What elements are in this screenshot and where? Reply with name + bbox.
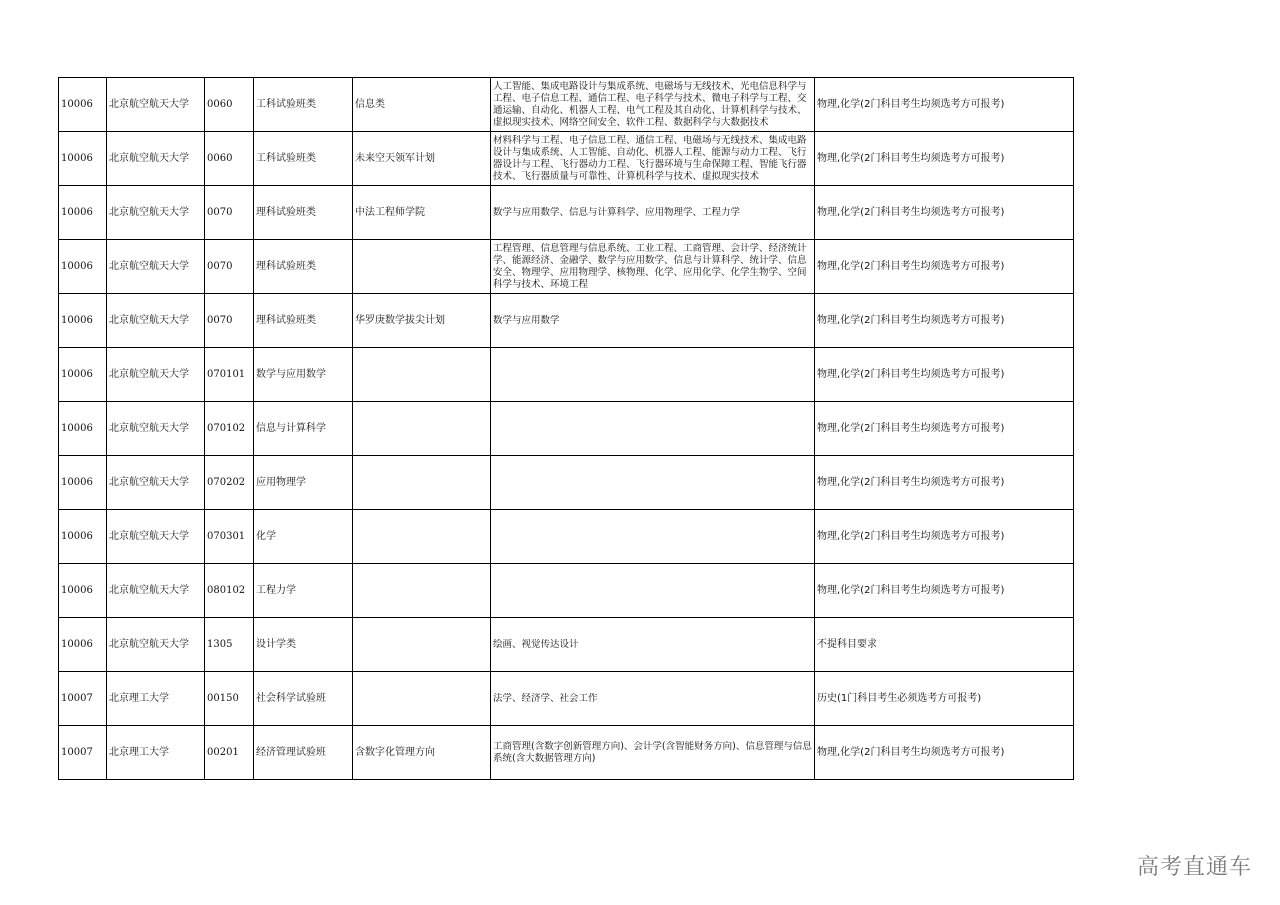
major-code-cell: 0060 [205, 78, 254, 132]
school-code-cell: 10007 [59, 726, 107, 780]
school-code-cell: 10006 [59, 240, 107, 294]
school-code-cell: 10006 [59, 564, 107, 618]
included-majors-cell: 工程管理、信息管理与信息系统、工业工程、工商管理、会计学、经济统计学、能源经济、金融学、数学与应用数学、信息与计算科学、统计学、信息安全、物理学、应用物理学、核物理、化学、应用化学、化学生物学、空间科学与技术、环境工程 [491, 240, 815, 294]
school-name-cell: 北京理工大学 [107, 726, 205, 780]
subject-requirement-cell: 不提科目要求 [815, 618, 1074, 672]
major-name-cell: 理科试验班类 [254, 240, 353, 294]
school-code-cell: 10006 [59, 618, 107, 672]
included-majors-cell: 法学、经济学、社会工作 [491, 672, 815, 726]
major-name-cell: 应用物理学 [254, 456, 353, 510]
school-code-cell: 10006 [59, 456, 107, 510]
major-code-cell: 080102 [205, 564, 254, 618]
subject-requirement-cell: 物理,化学(2门科目考生均须选考方可报考) [815, 348, 1074, 402]
table-row [59, 672, 1074, 726]
major-code-cell: 070301 [205, 510, 254, 564]
major-code-cell: 070102 [205, 402, 254, 456]
subject-requirement-cell: 物理,化学(2门科目考生均须选考方可报考) [815, 510, 1074, 564]
remark-cell [353, 510, 491, 564]
school-code-cell: 10007 [59, 672, 107, 726]
remark-cell [353, 564, 491, 618]
table-row [59, 456, 1074, 510]
included-majors-cell: 人工智能、集成电路设计与集成系统、电磁场与无线技术、光电信息科学与工程、电子信息工程、通信工程、电子科学与技术、微电子科学与工程、交通运输、自动化、机器人工程、电气工程及其自动化、计算机科学与技术、虚拟现实技术、网络空间安全、软件工程、数据科学与大数据技术 [491, 78, 815, 132]
school-code-cell: 10006 [59, 294, 107, 348]
subject-requirement-cell: 物理,化学(2门科目考生均须选考方可报考) [815, 132, 1074, 186]
major-code-cell: 00201 [205, 726, 254, 780]
major-name-cell: 设计学类 [254, 618, 353, 672]
school-name-cell: 北京航空航天大学 [107, 186, 205, 240]
school-name-cell: 北京理工大学 [107, 672, 205, 726]
school-name-cell: 北京航空航天大学 [107, 510, 205, 564]
school-name-cell: 北京航空航天大学 [107, 78, 205, 132]
included-majors-cell [491, 564, 815, 618]
subject-requirement-cell: 物理,化学(2门科目考生均须选考方可报考) [815, 240, 1074, 294]
major-name-cell: 社会科学试验班 [254, 672, 353, 726]
major-code-cell: 00150 [205, 672, 254, 726]
table-row [59, 348, 1074, 402]
subject-requirement-cell: 物理,化学(2门科目考生均须选考方可报考) [815, 456, 1074, 510]
included-majors-cell [491, 456, 815, 510]
major-name-cell: 经济管理试验班 [254, 726, 353, 780]
major-code-cell: 0070 [205, 240, 254, 294]
included-majors-cell [491, 402, 815, 456]
table-row [59, 240, 1074, 294]
included-majors-cell: 绘画、视觉传达设计 [491, 618, 815, 672]
major-name-cell: 工科试验班类 [254, 132, 353, 186]
included-majors-cell [491, 510, 815, 564]
subject-requirement-cell: 物理,化学(2门科目考生均须选考方可报考) [815, 78, 1074, 132]
major-code-cell: 0070 [205, 186, 254, 240]
major-code-cell: 070101 [205, 348, 254, 402]
included-majors-cell: 数学与应用数学 [491, 294, 815, 348]
major-name-cell: 化学 [254, 510, 353, 564]
remark-cell: 信息类 [353, 78, 491, 132]
subject-requirement-cell: 物理,化学(2门科目考生均须选考方可报考) [815, 294, 1074, 348]
watermark-text: 高考直通车 [1136, 855, 1252, 880]
table-row [59, 510, 1074, 564]
subject-requirement-cell: 物理,化学(2门科目考生均须选考方可报考) [815, 402, 1074, 456]
school-name-cell: 北京航空航天大学 [107, 402, 205, 456]
subject-requirement-cell: 物理,化学(2门科目考生均须选考方可报考) [815, 186, 1074, 240]
school-name-cell: 北京航空航天大学 [107, 294, 205, 348]
included-majors-cell [491, 348, 815, 402]
remark-cell: 中法工程师学院 [353, 186, 491, 240]
school-name-cell: 北京航空航天大学 [107, 618, 205, 672]
major-name-cell: 工程力学 [254, 564, 353, 618]
remark-cell [353, 402, 491, 456]
subject-requirement-cell: 物理,化学(2门科目考生均须选考方可报考) [815, 726, 1074, 780]
major-code-cell: 1305 [205, 618, 254, 672]
table-row [59, 186, 1074, 240]
admission-subject-table [58, 77, 1074, 780]
table-row [59, 564, 1074, 618]
school-code-cell: 10006 [59, 78, 107, 132]
table-row [59, 294, 1074, 348]
school-name-cell: 北京航空航天大学 [107, 348, 205, 402]
table-row [59, 132, 1074, 186]
major-name-cell: 工科试验班类 [254, 78, 353, 132]
included-majors-cell: 工商管理(含数字创新管理方向)、会计学(含智能财务方向)、信息管理与信息系统(含大数据管理方向) [491, 726, 815, 780]
remark-cell [353, 456, 491, 510]
school-name-cell: 北京航空航天大学 [107, 240, 205, 294]
school-name-cell: 北京航空航天大学 [107, 132, 205, 186]
major-name-cell: 信息与计算科学 [254, 402, 353, 456]
remark-cell [353, 348, 491, 402]
table-row [59, 78, 1074, 132]
school-code-cell: 10006 [59, 348, 107, 402]
major-name-cell: 数学与应用数学 [254, 348, 353, 402]
school-code-cell: 10006 [59, 510, 107, 564]
major-code-cell: 0070 [205, 294, 254, 348]
school-code-cell: 10006 [59, 132, 107, 186]
table-row [59, 726, 1074, 780]
major-name-cell: 理科试验班类 [254, 186, 353, 240]
included-majors-cell: 材料科学与工程、电子信息工程、通信工程、电磁场与无线技术、集成电路设计与集成系统、人工智能、自动化、机器人工程、能源与动力工程、飞行器设计与工程、飞行器动力工程、飞行器环境与生命保障工程、智能飞行器技术、飞行器质量与可靠性、计算机科学与技术、虚拟现实技术 [491, 132, 815, 186]
remark-cell: 华罗庚数学拔尖计划 [353, 294, 491, 348]
table-row [59, 402, 1074, 456]
subject-requirement-cell: 物理,化学(2门科目考生均须选考方可报考) [815, 564, 1074, 618]
school-name-cell: 北京航空航天大学 [107, 564, 205, 618]
remark-cell [353, 672, 491, 726]
table-row [59, 618, 1074, 672]
remark-cell [353, 240, 491, 294]
school-code-cell: 10006 [59, 186, 107, 240]
school-name-cell: 北京航空航天大学 [107, 456, 205, 510]
remark-cell: 未来空天领军计划 [353, 132, 491, 186]
major-code-cell: 070202 [205, 456, 254, 510]
included-majors-cell: 数学与应用数学、信息与计算科学、应用物理学、工程力学 [491, 186, 815, 240]
subject-requirement-cell: 历史(1门科目考生必须选考方可报考) [815, 672, 1074, 726]
remark-cell: 含数字化管理方向 [353, 726, 491, 780]
remark-cell [353, 618, 491, 672]
major-name-cell: 理科试验班类 [254, 294, 353, 348]
school-code-cell: 10006 [59, 402, 107, 456]
major-code-cell: 0060 [205, 132, 254, 186]
